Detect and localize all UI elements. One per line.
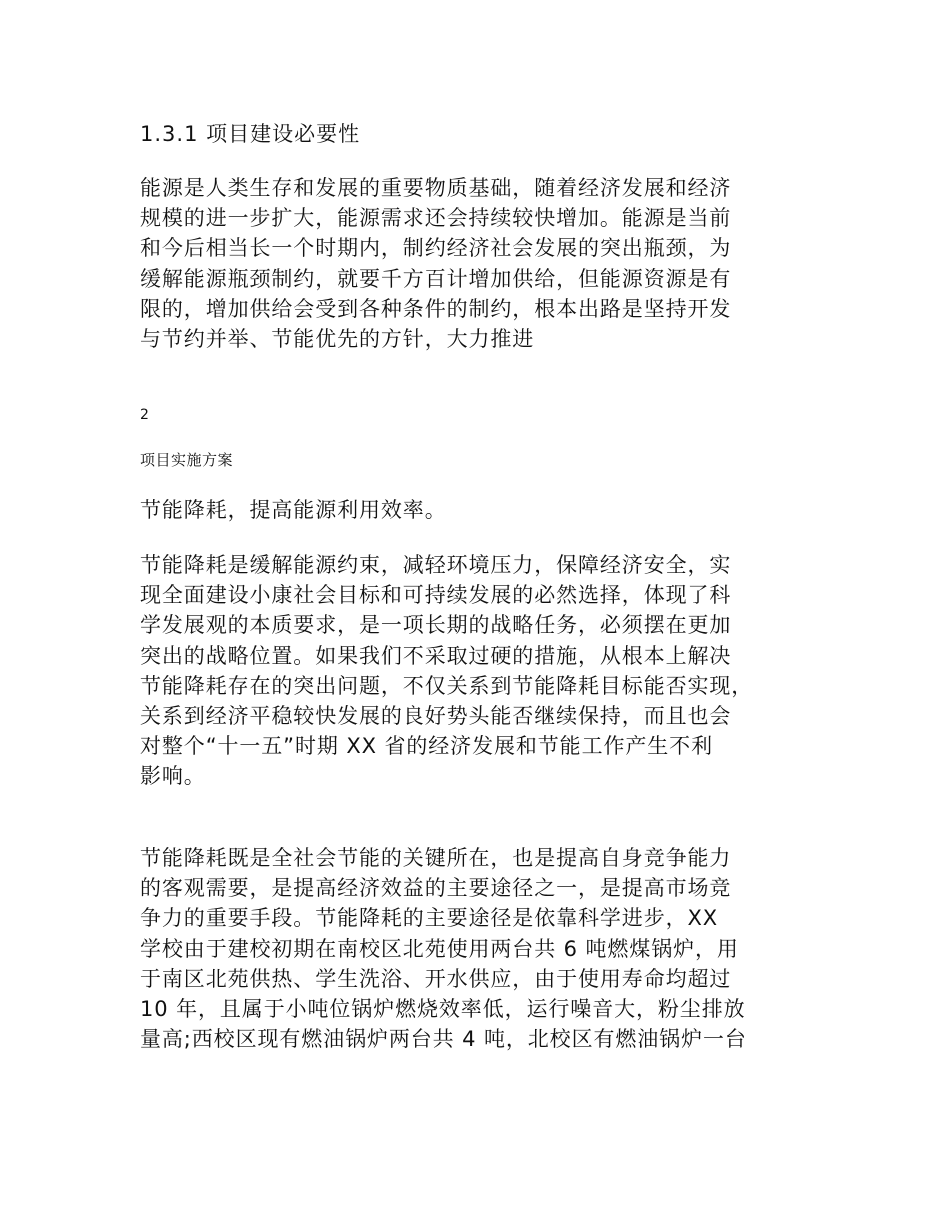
text-line: 限的，增加供给会受到各种条件的制约，根本出路是坚持开发 (140, 296, 732, 321)
text-line: 关系到经济平稳较快发展的良好势头能否继续保持，而且也会 (140, 704, 732, 729)
text-line: 和今后相当长一个时期内，制约经济社会发展的突出瓶颈，为 (140, 236, 732, 261)
text-line: 对整个“十一五”时期 XX 省的经济发展和节能工作产生不利 (140, 734, 713, 759)
paragraph-school-boilers (140, 843, 830, 1054)
text-line: 10 年，且属于小吨位锅炉燃烧效率低，运行噪音大，粉尘排放 (140, 997, 746, 1022)
text-line: 规模的进一步扩大，能源需求还会持续较快增加。能源是当前 (140, 206, 732, 231)
text-line: 现全面建设小康社会目标和可持续发展的必然选择，体现了科 (140, 583, 732, 608)
text-line: 学发展观的本质要求，是一项长期的战略任务，必须摆在更加 (140, 613, 732, 638)
text-line: 影响。 (140, 764, 206, 789)
text-line: 缓解能源瓶颈制约，就要千方百计增加供给，但能源资源是有 (140, 266, 732, 291)
text-line: 突出的战略位置。如果我们不采取过硬的措施，从根本上解决 (140, 643, 732, 668)
paragraph-energy-basis (140, 173, 830, 354)
paragraph-energy-saving-importance (140, 550, 830, 792)
text-line: 节能降耗既是全社会节能的关键所在，也是提高自身竞争能力 (140, 846, 732, 870)
text-line: 于南区北苑供热、学生洗浴、开水供应，由于使用寿命均超过 (140, 966, 732, 991)
text-line: 争力的重要手段。节能降耗的主要途径是依靠科学进步，XX (140, 906, 719, 931)
text-line: 节能降耗，提高能源利用效率。 (140, 498, 447, 522)
text-line: 节能降耗存在的突出问题，不仅关系到节能降耗目标能否实现， (140, 673, 754, 698)
text-line: 能源是人类生存和发展的重要物质基础，随着经济发展和经济 (140, 176, 732, 200)
text-line: 节能降耗是缓解能源约束，减轻环境压力，保障经济安全，实 (140, 553, 732, 577)
text-line: 量高;西校区现有燃油锅炉两台共 4 吨，北校区有燃油锅炉一台 (140, 1027, 747, 1052)
text-line: 学校由于建校初期在南校区北苑使用两台共 6 吨燃煤锅炉，用 (140, 936, 739, 961)
text-line: 与节约并举、节能优先的方针，大力推进 (140, 327, 535, 352)
paragraph-efficiency (140, 495, 830, 525)
page-number: 2 (140, 407, 149, 423)
running-header: 项目实施方案 (140, 451, 234, 469)
section-heading: 1.3.1 项目建设必要性 (140, 122, 361, 146)
text-line: 的客观需要，是提高经济效益的主要途径之一，是提高市场竞 (140, 876, 732, 901)
